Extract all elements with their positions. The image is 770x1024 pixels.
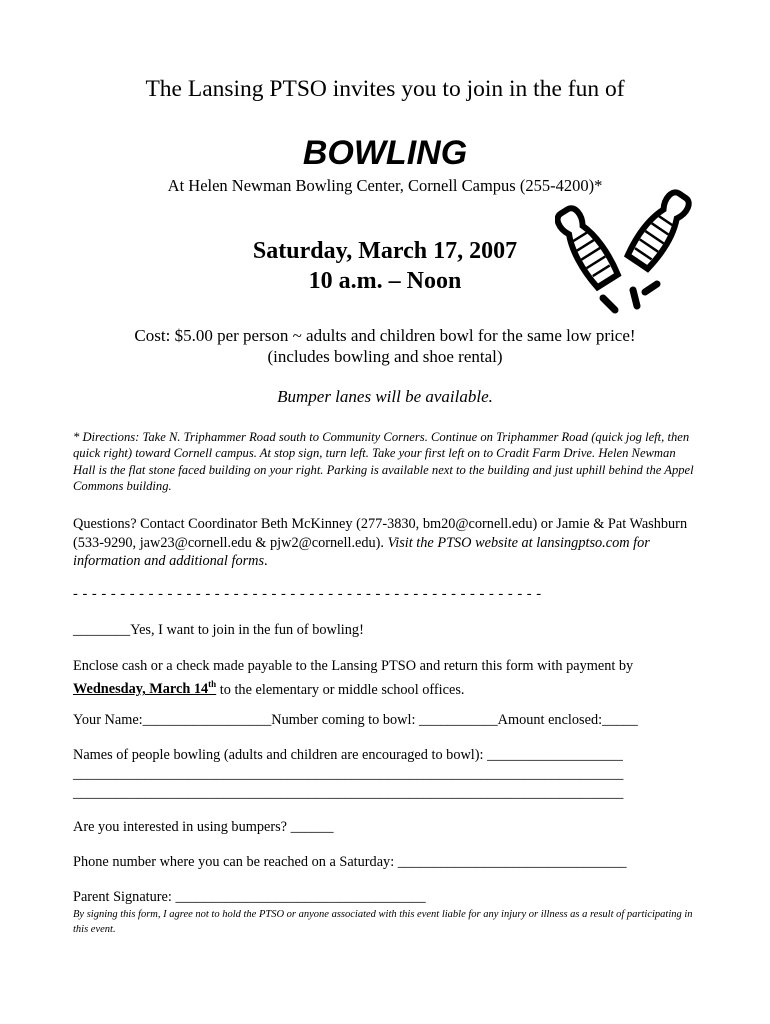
website-note: Visit the PTSO website at lansingptso.com for information and additional forms — [73, 534, 650, 569]
bumpers-question[interactable]: Are you interested in using bumpers? ______ — [73, 819, 334, 835]
intro-line: The Lansing PTSO invites you to join in the fun of — [145, 76, 625, 102]
signature-field[interactable]: Parent Signature: ___________________________________ — [73, 889, 426, 905]
deadline-date — [73, 681, 216, 697]
cut-line: - - - - - - - - - - - - - - - - - - - - - - - - - - - - - - - - - - - - - - - - - - - - - - - - - - — [73, 586, 542, 602]
enclose-text-end: to the elementary or middle school offices. — [216, 681, 465, 698]
name-row[interactable]: Your Name:__________________Number coming to bowl: ___________Amount enclosed:_____ — [73, 712, 638, 728]
event-time: 10 a.m. – Noon — [308, 268, 462, 294]
questions-contact: Questions? Contact Coordinator Beth McKinney (277-3830, bm20@cornell.edu) or Jamie & Pat Washburn (533-9290, jaw23@cornell.edu & pjw2@cornell.edu). — [73, 516, 688, 551]
event-title: BOWLING — [302, 134, 468, 172]
names-blank-line-2[interactable]: _____________________________________________________________________________ — [73, 785, 624, 801]
liability-disclaimer: By signing this form, I agree not to hold the PTSO or anyone associated with this event liable for any injury or illness as a result of participating in this event. — [73, 909, 693, 935]
cost-block — [0, 325, 770, 367]
event-location: At Helen Newman Bowling Center, Cornell Campus (255-4200)* — [167, 176, 603, 195]
questions-end: . — [264, 553, 268, 569]
phone-field[interactable]: Phone number where you can be reached on a Saturday: ________________________________ — [73, 854, 627, 870]
deadline-text: Wednesday, March 14 — [73, 681, 209, 698]
event-date: Saturday, March 17, 2007 — [252, 238, 518, 264]
names-bowling-field[interactable]: Names of people bowling (adults and children are encouraged to bowl): ___________________ — [73, 747, 623, 763]
enclose-paragraph — [73, 657, 698, 699]
enclose-text: Enclose cash or a check made payable to the Lansing PTSO and return this form with payment by — [73, 658, 634, 674]
join-line[interactable]: ________Yes, I want to join in the fun of bowling! — [73, 622, 364, 638]
bowling-pins-icon — [555, 180, 705, 315]
questions-paragraph — [73, 515, 698, 571]
directions-paragraph: * Directions: Take N. Triphammer Road south to Community Corners. Continue on Triphammer Road (quick jog left, then quick right) toward Cornell campus. At stop sign, turn left. Take your first left on to Cradit Farm Drive. Helen Newman Hall is the flat stone faced building on your right. Parking is available next to the building and just uphill behind the Appel Commons building. — [73, 430, 694, 494]
names-blank-line-1[interactable]: _____________________________________________________________________________ — [73, 766, 624, 782]
deadline-suffix: th — [208, 679, 217, 690]
cost-note: (includes bowling and shoe rental) — [267, 347, 503, 366]
cost-line: Cost: $5.00 per person ~ adults and children bowl for the same low price! — [134, 326, 636, 345]
bumper-note: Bumper lanes will be available. — [277, 387, 493, 406]
